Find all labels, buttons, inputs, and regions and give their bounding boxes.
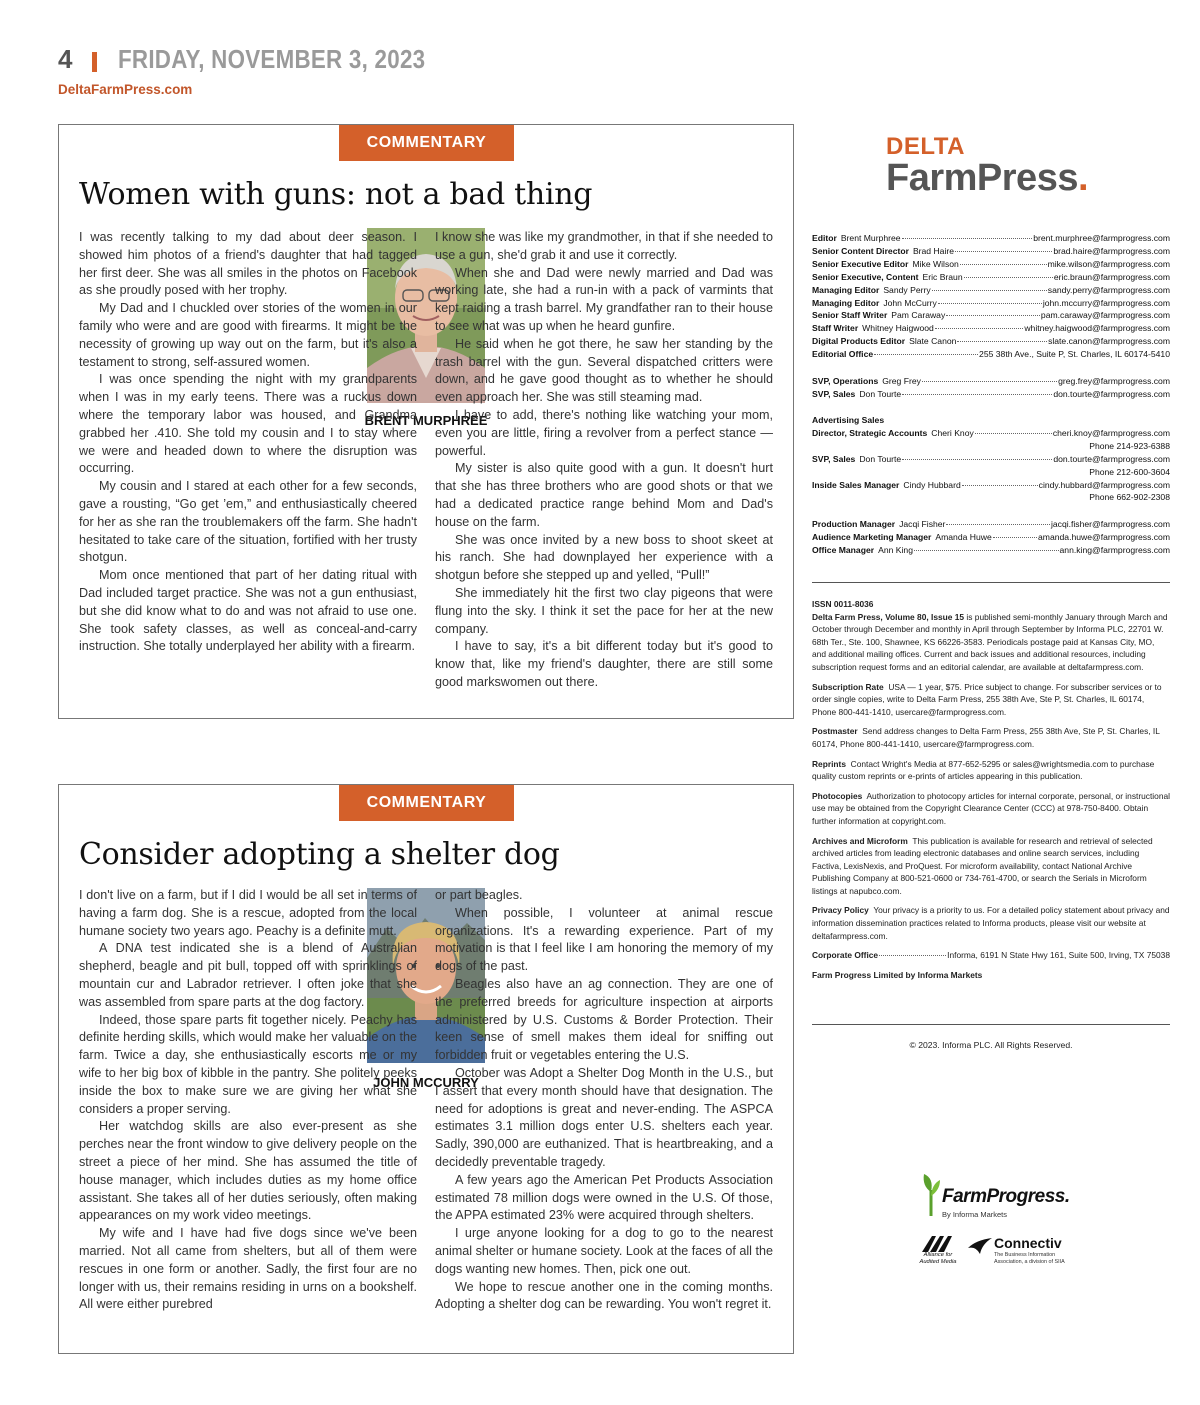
dot-leader <box>922 381 1057 382</box>
staff-row <box>812 271 1170 284</box>
staff-contact[interactable]: brent.murphree@farmprogress.com <box>1033 233 1170 243</box>
paragraph: She immediately hit the first two clay pigeons that were flung into the sky. I think it set the pace for her at the new company. <box>435 585 773 636</box>
staff-contact[interactable]: don.tourte@farmprogress.com <box>1053 388 1170 399</box>
article-column-1 <box>79 887 417 1314</box>
staff-name: Cindy Hubbard <box>903 479 961 490</box>
staff-row <box>812 322 1170 335</box>
staff-list-operations <box>812 518 1170 557</box>
staff-title: Senior Executive, Content <box>812 271 919 282</box>
staff-contact[interactable]: ann.king@farmprogress.com <box>1059 544 1170 555</box>
staff-name: Don Tourte <box>859 453 902 464</box>
staff-row <box>812 479 1170 492</box>
paragraph: A DNA test indicated she is a blend of Australian shepherd, beagle and pit bull, topped off with sprinklings of mountain cur and Labrador retriever. I often joke that she was assembled from spare parts at the dog factory. <box>79 941 417 1009</box>
staff-title: Managing Editor <box>812 284 880 295</box>
dot-leader <box>902 394 1052 395</box>
paragraph: Beagles also have an ag connection. They are one of the preferred breeds for agriculture inspection at airports administered by U.S. Customs & Border Protection. Their keen sense of smell makes them ideal for sniffing out forbidden fruit or vegetables entering the U.S. <box>435 976 773 1063</box>
staff-contact[interactable]: don.tourte@farmprogress.com <box>1053 453 1170 464</box>
staff-name: Jacqi Fisher <box>899 519 946 529</box>
staff-name: Whitney Haigwood <box>862 323 934 334</box>
staff-contact[interactable]: pam.caraway@farmprogress.com <box>1040 310 1170 321</box>
farm-progress-wordmark: FarmProgress. <box>942 1186 1070 1207</box>
dot-leader <box>993 537 1037 538</box>
staff-row <box>812 245 1170 258</box>
staff-title: SVP, Operations <box>812 376 879 386</box>
privacy-label: Privacy Policy <box>812 905 869 916</box>
staff-contact[interactable]: cheri.knoy@farmprogress.com <box>1052 427 1170 438</box>
article-women-with-guns <box>58 124 794 719</box>
staff-name: John McCurry <box>883 297 937 308</box>
headline: Consider adopting a shelter dog <box>79 837 560 872</box>
staff-name: Don Tourte <box>859 388 902 399</box>
staff-row <box>812 232 1170 245</box>
staff-row <box>812 518 1170 531</box>
advertising-heading: Advertising Sales <box>812 415 885 425</box>
aam-text: Alliance for Audited Media <box>919 1252 957 1265</box>
dot-leader <box>946 524 1050 525</box>
issue-date: FRIDAY, NOVEMBER 3, 2023 <box>118 44 426 74</box>
paragraph: My cousin and I stared at each other for a few seconds, gave a rousting, “Go get ’em,” and enthusiastically cheered for her as she ran the troublemakers off the farm. She hadn't hesitated to take care of the situation, fortified with her trusty shotgun. <box>79 479 417 565</box>
article-shelter-dog <box>58 784 794 1354</box>
farm-progress-limited: Farm Progress Limited by Informa Markets <box>812 969 983 980</box>
staff-name: Pam Caraway <box>891 310 946 321</box>
staff-row <box>812 388 1170 401</box>
photocopies-label: Photocopies <box>812 790 863 801</box>
archives-text: This publication is available for research and retrieval of selected archived articles from leading electronic databases and online search services, including Factiva, LexisNexis, and ProQuest. For microform availability, contact National Archive Publishing Company at 800-521-0600 or 734-761-4700, or search the Serials in Microform listings at napubco.com. <box>812 835 1153 896</box>
connectiv-bird-icon <box>968 1236 992 1256</box>
staff-name: Sandy Perry <box>883 284 931 295</box>
staff-row <box>812 335 1170 348</box>
staff-row <box>812 297 1170 310</box>
staff-phone: Phone 214-923-6388 <box>1089 440 1170 451</box>
header-divider <box>92 52 97 72</box>
aam-mark-icon <box>914 1236 960 1252</box>
publication-fineprint <box>812 598 1170 988</box>
connectiv-logo <box>968 1236 1078 1266</box>
dot-leader <box>975 433 1052 434</box>
staff-title: Audience Marketing Manager <box>812 531 932 542</box>
staff-title: SVP, Sales <box>812 453 856 464</box>
article-column-1 <box>79 229 417 656</box>
paragraph: October was Adopt a Shelter Dog Month in the U.S., but I assert that every month should have that designation. The need for adoptions is great and never-ending. The ASPCA estimates 3.1 million dogs enter U.S. shelters each year. Sadly, 390,000 are euthanized. That is heartbreaking, and a decidedly preventable tragedy. <box>435 1065 773 1169</box>
staff-row <box>812 531 1170 544</box>
issn: ISSN 0011-8036 <box>812 599 874 609</box>
publication-text: is published semi-monthly January through March and October through December and monthly in April through September by Informa PLC, 22701 W. 68th Ter., Ste. 100, Shawnee, KS 66226-3583. Periodicals postage paid at Kansas City, MO, and additional mailing offices. Current and back issues and additional resources, including subscription request forms and an editorial calendar, are available at deltafarmpress.com. <box>812 611 1168 672</box>
paragraph: She was once invited by a new boss to shoot skeet at his ranch. She had downplayed her experience with a shotgun before she stepped up and yelled, “Pull!” <box>435 532 773 583</box>
staff-contact[interactable]: cindy.hubbard@farmprogress.com <box>1038 479 1170 490</box>
staff-title: Senior Content Director <box>812 245 909 256</box>
subscription-label: Subscription Rate <box>812 681 884 692</box>
staff-phone: Phone 212-600-3604 <box>1089 466 1170 477</box>
staff-row <box>812 453 1170 466</box>
staff-row <box>812 375 1170 388</box>
paragraph: We hope to rescue another one in the coming months. Adopting a shelter dog can be rewarding. You won't regret it. <box>435 1279 773 1312</box>
staff-contact[interactable]: whitney.haigwood@farmprogress.com <box>1024 323 1170 334</box>
staff-list-executive <box>812 375 1170 401</box>
paragraph: or part beagles. <box>435 888 523 902</box>
paragraph: I was once spending the night with my grandparents when I was in my early teens. There was a ruckus down where the temporary labor was housed, and Grandma grabbed her .410. She told my cousin and I to stay where we were and headed down to where the disruption was occurring. <box>79 372 417 476</box>
dot-leader <box>902 459 1052 460</box>
staff-title: SVP, Sales <box>812 388 856 399</box>
staff-row <box>812 348 1170 361</box>
paragraph: I have to say, it's a bit different today but it's good to know that, like my friend's daughter, there are still some good markswomen out there. <box>435 639 773 689</box>
dot-leader <box>935 328 1024 329</box>
page-number: 4 <box>58 44 73 74</box>
corporate-text: Informa, 6191 N State Hwy 161, Suite 500, Irving, TX 75038 <box>947 950 1170 961</box>
aam-logo <box>914 1236 960 1266</box>
staff-row <box>812 427 1170 440</box>
staff-contact[interactable]: eric.braun@farmprogress.com <box>1053 271 1170 282</box>
headline: Women with guns: not a bad thing <box>79 177 593 212</box>
reprints-label: Reprints <box>812 758 846 769</box>
staff-title: Staff Writer <box>812 323 859 334</box>
paragraph: I don't live on a farm, but if I did I would be all set in terms of having a farm dog. She is a rescue, adopted from the local humane society two years ago. Peachy is a definite mutt. <box>79 888 417 938</box>
photo-caption: BRENT MURPHREE <box>364 413 488 428</box>
staff-title: Inside Sales Manager <box>812 479 900 490</box>
logo-dot: . <box>1077 157 1089 199</box>
staff-title: Office Manager <box>812 544 875 555</box>
dot-leader <box>914 550 1059 551</box>
staff-name: Cheri Knoy <box>931 427 974 438</box>
staff-contact[interactable]: sandy.perry@farmprogress.com <box>1047 284 1170 295</box>
connectiv-sub: The Business Information Association, a division of SIIA <box>994 1252 1065 1265</box>
staff-title: Digital Products Editor <box>812 336 906 347</box>
staff-name: Ann King <box>878 544 913 555</box>
staff-contact[interactable]: mike.wilson@farmprogress.com <box>1047 258 1170 269</box>
staff-contact[interactable]: greg.frey@farmprogress.com <box>1058 376 1170 386</box>
article-column-2 <box>435 887 773 1314</box>
paragraph: Indeed, those spare parts fit together nicely. Peachy has definite herding skills, which would make her valuable on the farm. Twice a day, she enthusiastically escorts me or my wife to her big box of kibble in the pantry. She politely peeks inside the box to make sure we are giving her what she considers a proper serving. <box>79 1012 417 1116</box>
paragraph: Mom once mentioned that part of her dating ritual with Dad included target practice. She was not a gun enthusiast, but she did know what to do and was not afraid to use one. She took safety classes, as well as conceal-and-carry instruction. She totally underplayed her ability with a firearm. <box>79 568 417 654</box>
staff-name: Amanda Huwe <box>935 531 992 542</box>
staff-list-advertising <box>812 414 1170 504</box>
paragraph: Her watchdog skills are also ever-present as she perches near the front window to give delivery people on the street a piece of her mind. She has assumed the title of house manager, which includes duties as my home office assistant. She takes all of her duties seriously, often making appearances on my work video meetings. <box>79 1119 417 1223</box>
paragraph: My Dad and I chuckled over stories of the women in our family who were and are good with firearms. It might be the necessity of growing up way out on the farm, but it's also a testament to strong, self-assured women. <box>79 301 417 369</box>
commentary-tag: COMMENTARY <box>339 125 514 161</box>
staff-contact[interactable]: slate.canon@farmprogress.com <box>1048 336 1170 347</box>
farmpress-logo-text: FarmPress <box>886 157 1078 199</box>
postmaster-text: Send address changes to Delta Farm Press, 255 38th Ave, Ste P, St. Charles, IL 60174, Phone 800-441-1410, usercare@farmprogress.com. <box>812 726 1160 749</box>
staff-name: Greg Frey <box>882 376 921 386</box>
archives-label: Archives and Microform <box>812 835 908 846</box>
paragraph: I urge anyone looking for a dog to go to the nearest animal shelter or humane society. Look at the faces of all the dogs wanting new homes. Then, pick one out. <box>435 1226 773 1276</box>
connectiv-wordmark: Connectiv <box>994 1235 1062 1251</box>
paragraph: My wife and I have had five dogs since we've been married. Not all came from shelters, but all of them were rescues in one form or another. Sadly, the first four are no longer with us, their remains residing in urns on a bookshelf. All were either purebred <box>79 1226 417 1312</box>
dot-leader <box>955 251 1052 252</box>
staff-contact[interactable]: john.mccurry@farmprogress.com <box>1042 297 1170 308</box>
farmpress-logo <box>886 157 1088 200</box>
staff-contact[interactable]: 255 38th Ave., Suite P, St. Charles, IL 60174-5410 <box>979 349 1170 360</box>
staff-title: Production Manager <box>812 519 896 529</box>
staff-list-editorial <box>812 232 1170 361</box>
staff-row <box>812 309 1170 322</box>
staff-row <box>812 258 1170 271</box>
dot-leader <box>962 485 1038 486</box>
dot-leader <box>938 303 1042 304</box>
staff-title: Editorial Office <box>812 349 874 360</box>
dot-leader <box>964 277 1053 278</box>
paragraph: When she and Dad were newly married and Dad was working late, she had a run-in with a pack of varmints that kept raiding a trash barrel. My grandfather ran to their house to see what was up when he heard gunfire. <box>435 265 773 333</box>
farm-progress-logo <box>920 1172 1070 1224</box>
paragraph: I have to add, there's nothing like watching your mom, even you are little, firing a revolver from a perfect stance — powerful. <box>435 407 773 458</box>
site-url[interactable]: DeltaFarmPress.com <box>58 82 193 97</box>
staff-title: Managing Editor <box>812 297 880 308</box>
postmaster-label: Postmaster <box>812 726 858 737</box>
dot-leader <box>957 341 1047 342</box>
staff-title: Senior Executive Editor <box>812 258 909 269</box>
divider <box>812 582 1170 583</box>
delta-logo-top: DELTA <box>886 133 965 160</box>
paragraph: I was recently talking to my dad about deer season. I showed him photos of a friend's daughter that had tagged her first deer. She was all smiles in the photos on Facebook as she proudly posed with her trophy. <box>79 230 417 298</box>
paragraph: He said when he got there, he saw her standing by the trash barrel with the gun. Several dispatched critters were down, and he gave good thought as to whether he should even approach her. She was still steaming mad. <box>435 336 773 405</box>
staff-row <box>812 544 1170 557</box>
dot-leader <box>946 315 1040 316</box>
copyright: © 2023. Informa PLC. All Rights Reserved. <box>909 1040 1073 1050</box>
dot-leader <box>902 238 1033 239</box>
staff-name: Mike Wilson <box>912 258 959 269</box>
paragraph: My sister is also quite good with a gun. It doesn't hurt that she has three brothers who are good shots or that we had a dedicated practice range behind Mom and Dad's house on the farm. <box>435 461 773 529</box>
corporate-label: Corporate Office <box>812 950 879 961</box>
staff-name: Eric Braun <box>922 271 963 282</box>
photocopies-text: Authorization to photocopy articles for internal corporate, personal, or instructional use may be obtained from the Copyright Clearance Center (CCC) at 978-750-8400. Obtain further information at copyright.com. <box>812 790 1170 826</box>
commentary-tag: COMMENTARY <box>339 785 514 821</box>
photo-caption: JOHN MCCURRY <box>373 1075 479 1090</box>
dot-leader <box>874 354 978 355</box>
reprints-text: Contact Wright's Media at 877-652-5295 or sales@wrightsmedia.com to purchase quality custom reprints or e-prints of articles appearing in this publication. <box>812 758 1155 782</box>
paragraph: I know she was like my grandmother, in that if she needed to use a gun, she'd grab it and use it correctly. <box>435 230 773 262</box>
staff-phone: Phone 662-902-2308 <box>1089 492 1170 503</box>
publication-title: Delta Farm Press, Volume 80, Issue 15 <box>812 611 965 622</box>
dot-leader <box>932 290 1047 291</box>
staff-name: Brent Murphree <box>840 233 901 243</box>
subscription-text: USA — 1 year, $75. Price subject to change. For subscriber services or to order single copies, write to Delta Farm Press, 255 38th Ave, Ste P, St. Charles, IL 60174, Phone 800-441-1410, usercare@farmprogress.com. <box>812 681 1162 717</box>
staff-name: Brad Haire <box>912 245 955 256</box>
staff-row <box>812 284 1170 297</box>
staff-name: Slate Canon <box>909 336 957 347</box>
divider <box>812 1024 1170 1025</box>
staff-contact[interactable]: amanda.huwe@farmprogress.com <box>1038 531 1170 542</box>
article-column-2 <box>435 229 773 692</box>
dot-leader <box>960 264 1047 265</box>
staff-title: Director, Strategic Accounts <box>812 427 928 438</box>
farm-progress-sub: By Informa Markets <box>942 1210 1008 1219</box>
leaf-icon <box>920 1172 942 1216</box>
staff-contact[interactable]: jacqi.fisher@farmprogress.com <box>1050 519 1170 529</box>
staff-contact[interactable]: brad.haire@farmprogress.com <box>1053 245 1170 256</box>
paragraph: When possible, I volunteer at animal rescue organizations. It's a rewarding experience. Part of my motivation is that I feel like I am honoring the memory of my dogs of the past. <box>435 905 773 974</box>
privacy-text: Your privacy is a priority to us. For a detailed policy statement about privacy and information dissemination practices related to Informa products, please visit our website at deltafarmpress.com. <box>812 905 1170 941</box>
paragraph: A few years ago the American Pet Products Association estimated 78 million dogs were owned in the U.S. Of those, the APPA estimated 23% were acquired through shelters. <box>435 1172 773 1223</box>
staff-title: Senior Staff Writer <box>812 310 888 321</box>
staff-title: Editor <box>812 233 837 243</box>
